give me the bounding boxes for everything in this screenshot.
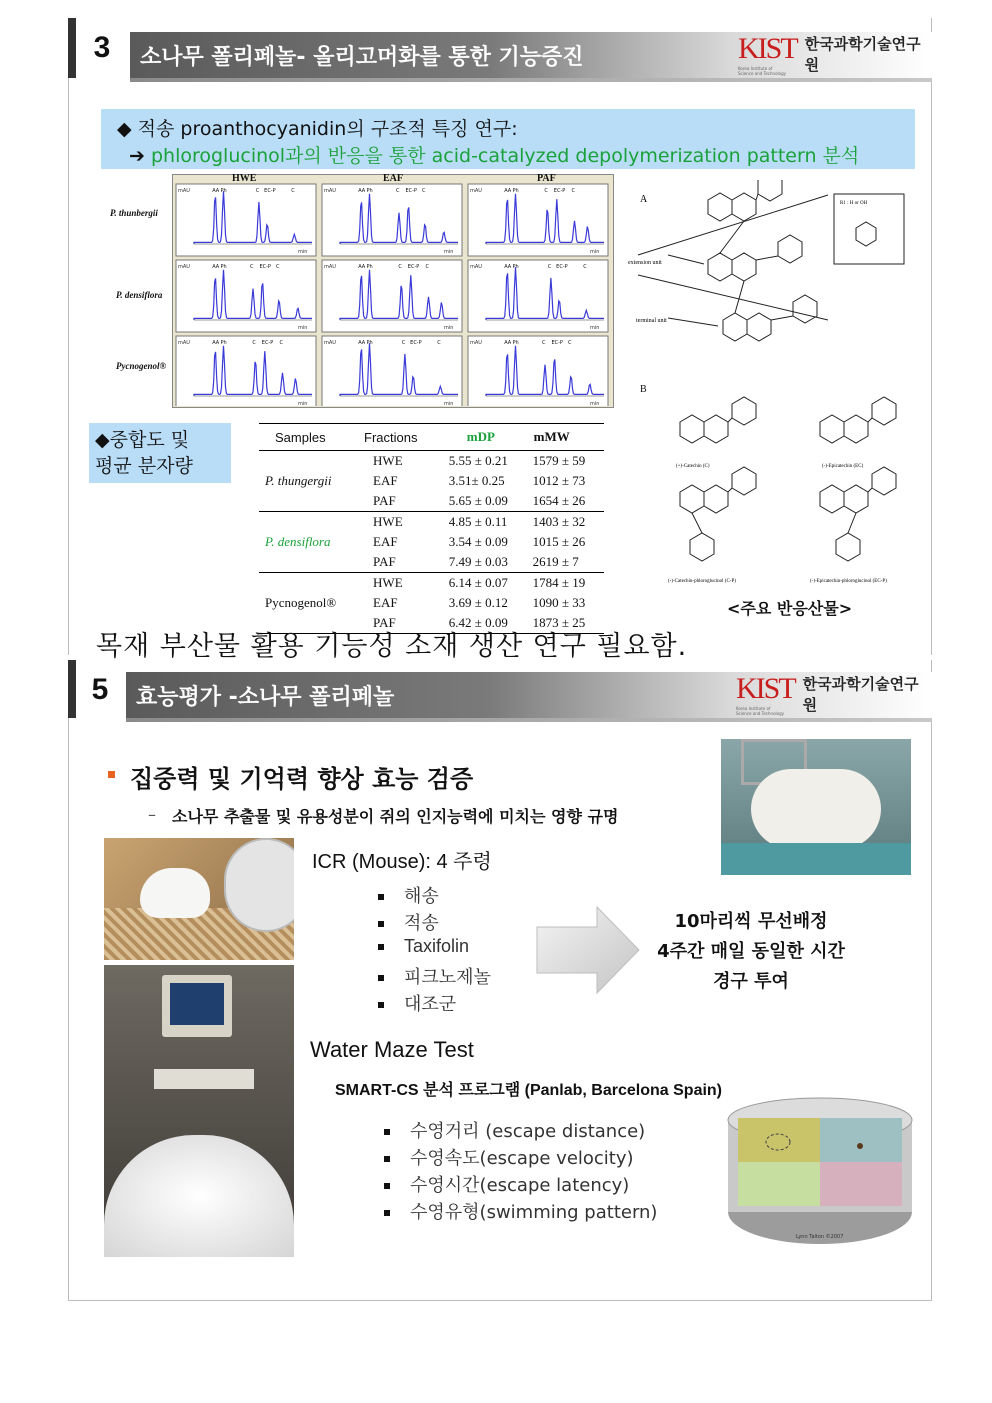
fraction-cell: PAF — [373, 554, 396, 569]
peak-label: AA — [212, 264, 220, 270]
list-item — [378, 909, 491, 936]
mmw-cell: 1015 ± 26 — [532, 534, 586, 549]
chromatogram-panel — [322, 260, 462, 332]
list-item-text: 수영유형(swimming pattern) — [410, 1202, 658, 1223]
sample-cell — [259, 491, 363, 512]
peak-label: C — [567, 340, 572, 346]
peak-label: C — [291, 188, 295, 194]
mouse-in-cage-photo — [104, 838, 294, 960]
dp-label-box — [89, 423, 231, 483]
peak-label: C — [542, 340, 546, 346]
sample-cell — [259, 451, 363, 472]
mmw-cell: 1012 ± 73 — [532, 473, 586, 488]
orange-bullet-icon — [108, 771, 115, 778]
mmw-cell: 1654 ± 26 — [532, 493, 586, 508]
list-item — [384, 1145, 657, 1172]
fraction-cell: PAF — [373, 493, 396, 508]
list-item — [384, 1199, 657, 1226]
peak-label: AA — [358, 264, 366, 270]
x-unit-label: min — [590, 401, 600, 406]
mdp-cell: 6.42 ± 0.09 — [448, 615, 508, 630]
kist-logo — [738, 32, 932, 76]
square-bullet-icon — [384, 1156, 390, 1162]
mmw-cell: 1873 ± 25 — [532, 615, 586, 630]
y-unit-label: mAU — [470, 340, 482, 346]
list-item — [378, 936, 491, 963]
peak-label: Ph — [366, 340, 373, 346]
water-bottle — [224, 838, 294, 932]
peak-label: C — [252, 340, 256, 346]
slide-title-text: 소나무 폴리페놀- 올리고머화를 통한 기능증진 — [140, 44, 584, 70]
structure-label-a: A — [640, 194, 648, 205]
y-unit-label: mAU — [178, 340, 190, 346]
dosing-line-2: 4주간 매일 동일한 시간 — [657, 941, 845, 962]
mdp-cell: 6.14 ± 0.07 — [448, 575, 508, 590]
arrow-icon: ➔ — [129, 145, 145, 167]
square-bullet-icon — [384, 1210, 390, 1216]
peak-label: AA — [212, 188, 220, 194]
kist-logo-sub1: Korea Institute of — [738, 66, 773, 71]
hplc-col-label-1: HWE — [232, 173, 257, 184]
peak-label: Ph — [366, 188, 373, 194]
conclusion-text: 목재 부산물 활용 기능성 소재 생산 연구 필요함. — [96, 631, 688, 662]
sample-cell: P. densiflora — [265, 534, 331, 549]
y-unit-label: mAU — [324, 188, 336, 194]
list-item-text: 적송 — [404, 913, 439, 933]
chromatogram-panel — [176, 260, 316, 332]
list-item-text: 해송 — [404, 886, 439, 906]
kist-logo-mark: KIST — [736, 672, 795, 705]
peak-label: EC-P — [407, 264, 420, 270]
hplc-chromatograms — [172, 182, 612, 406]
peak-label: Ph — [512, 188, 519, 194]
research-line-1: ◆ 적송 proanthocyanidin의 구조적 특징 연구: — [117, 118, 518, 140]
mmw-cell: 1090 ± 33 — [532, 595, 586, 610]
kist-logo — [736, 672, 932, 716]
kist-logo-name: 한국과학기술연구원 — [802, 675, 919, 714]
mdp-cell: 3.51± 0.25 — [448, 473, 505, 488]
x-unit-label: min — [444, 325, 454, 331]
fraction-cell: PAF — [373, 615, 396, 630]
x-unit-label: min — [298, 401, 308, 406]
peak-label: C — [396, 188, 400, 194]
mdp-cell: 7.49 ± 0.03 — [448, 554, 508, 569]
treatment-group-list — [378, 882, 491, 1017]
y-unit-label: mAU — [470, 188, 482, 194]
research-line-2-text: phloroglucinol과의 반응을 통한 acid-catalyzed depolymerization pattern 분석 — [150, 145, 860, 167]
peak-label: EC-P — [410, 340, 422, 346]
fraction-cell: HWE — [373, 453, 403, 468]
list-item-text: 수영거리 (escape distance) — [410, 1121, 646, 1142]
chromatogram-panel — [468, 260, 608, 332]
hplc-col-label-2: EAF — [383, 173, 403, 184]
peak-label: C — [583, 264, 587, 270]
mmw-cell: 2619 ± 7 — [532, 554, 579, 569]
mdp-cell: 5.55 ± 0.21 — [448, 453, 508, 468]
peak-label: EC-P — [553, 188, 566, 194]
sample-cell — [259, 552, 363, 573]
mmw-cell: 1403 ± 32 — [532, 514, 586, 529]
peak-label: EC-P — [259, 264, 271, 270]
header-mdp: mDP — [466, 429, 495, 444]
peak-label: C — [279, 340, 283, 346]
research-line-2 — [129, 141, 859, 168]
x-unit-label: min — [298, 249, 308, 255]
list-item-text: 피크노제놀 — [404, 967, 491, 987]
table-row — [259, 532, 604, 552]
header-mmw: mMW — [533, 429, 570, 444]
peak-label: C — [547, 264, 552, 270]
slide-5-header — [68, 660, 932, 726]
sub-dash: – — [148, 805, 156, 824]
y-unit-label: mAU — [178, 188, 190, 194]
mouse-surgery-photo — [721, 739, 911, 875]
peak-label: EC-P — [405, 188, 417, 194]
list-item-text: 수영속도(escape velocity) — [410, 1148, 634, 1169]
list-item — [378, 882, 491, 909]
hplc-row-label-2: P. densiflora — [116, 290, 163, 300]
peak-label: AA — [358, 340, 366, 346]
peak-label: C — [421, 188, 426, 194]
computer-setup-photo — [104, 965, 294, 1257]
compound-label-1: (+)-Catechin (C) — [676, 464, 710, 469]
slide-title-text: 효능평가 -소나무 폴리페놀 — [136, 684, 395, 710]
peak-label: Ph — [220, 264, 227, 270]
header-samples: Samples — [275, 429, 326, 445]
mmw-cell: 1579 ± 59 — [532, 453, 586, 468]
mmw-cell: 1784 ± 19 — [532, 575, 586, 590]
chromatogram-panel — [322, 184, 462, 256]
x-unit-label: min — [444, 249, 454, 255]
compound-label-4: (-)-Epicatechin-phloroglucinol (EC-P) — [810, 579, 887, 584]
peak-label: EC-P — [556, 264, 568, 270]
peak-label: C — [275, 264, 280, 270]
peak-label: AA — [504, 264, 512, 270]
surgical-drape — [721, 843, 911, 875]
table-header-row — [259, 424, 604, 451]
fraction-cell: HWE — [373, 514, 403, 529]
table-row — [259, 552, 604, 573]
compound-label-3: (-)-Catechin-phloroglucinol (C-P) — [668, 579, 736, 584]
peak-label: C — [437, 340, 441, 346]
square-bullet-icon — [378, 1002, 384, 1008]
peak-label: C — [255, 188, 260, 194]
mdp-cell: 5.65 ± 0.09 — [448, 493, 508, 508]
efficacy-heading: 집중력 및 기억력 향상 효능 검증 — [130, 765, 474, 793]
sample-cell: P. thungergii — [265, 473, 332, 488]
chromatogram-panel — [322, 336, 462, 406]
maze-credit: Lynn Talton ©2007 — [796, 1234, 844, 1240]
header-fractions: Fractions — [364, 429, 418, 445]
fraction-cell: EAF — [373, 534, 398, 549]
chromatogram-panel — [468, 184, 608, 256]
chromatogram-panel — [176, 336, 316, 406]
mdp-table — [259, 423, 604, 634]
peak-label: Ph — [220, 340, 227, 346]
slide-number: 5 — [91, 673, 109, 706]
square-bullet-icon — [384, 1183, 390, 1189]
icr-mouse-label: ICR (Mouse): 4 주령 — [312, 851, 492, 873]
square-bullet-icon — [378, 921, 384, 927]
x-unit-label: min — [444, 401, 454, 406]
kist-logo-sub1: Korea Institute of — [736, 706, 771, 711]
kist-logo-sub2: Science and Technology — [738, 71, 786, 76]
sample-cell — [259, 573, 363, 594]
fraction-cell: EAF — [373, 595, 398, 610]
peak-label: EC-P — [551, 340, 563, 346]
list-item — [378, 990, 491, 1017]
hplc-row-label-1: P. thunbergii — [110, 208, 158, 218]
peak-label: Ph — [366, 264, 373, 270]
header-accent-bar — [68, 18, 76, 78]
list-item-text: Taxifolin — [404, 936, 470, 956]
keyboard — [154, 1069, 254, 1089]
y-unit-label: mAU — [324, 340, 336, 346]
peak-label: C — [544, 188, 548, 194]
list-item — [384, 1118, 657, 1145]
chromatogram-panel — [176, 184, 316, 256]
peak-label: C — [401, 340, 406, 346]
measure-list — [384, 1118, 657, 1226]
list-item-text: 수영시간(escape latency) — [410, 1175, 630, 1196]
peak-label: Ph — [220, 188, 227, 194]
table-row — [259, 573, 604, 594]
dp-label-line-1: ◆중합도 및 — [95, 429, 190, 451]
slide-number: 3 — [93, 31, 111, 64]
y-unit-label: mAU — [324, 264, 336, 270]
fraction-cell: EAF — [373, 473, 398, 488]
header-underline — [126, 718, 932, 722]
right-arrow-icon — [535, 905, 645, 995]
research-topic-box — [101, 109, 915, 169]
swimming-mouse-icon — [857, 1143, 863, 1149]
list-item — [384, 1172, 657, 1199]
square-bullet-icon — [378, 894, 384, 900]
extension-unit-label: extension unit — [628, 260, 662, 266]
square-bullet-icon — [378, 944, 384, 950]
water-maze-diagram — [720, 1090, 920, 1250]
table-row — [259, 451, 604, 472]
software-label: SMART-CS 분석 프로그램 (Panlab, Barcelona Spain) — [335, 1082, 723, 1099]
dosing-line-1: 10마리씩 무선배정 — [674, 911, 828, 932]
x-unit-label: min — [590, 325, 600, 331]
fraction-cell: HWE — [373, 575, 403, 590]
peak-label: C — [571, 188, 575, 194]
peak-label: AA — [358, 188, 366, 194]
dosing-info — [640, 907, 862, 997]
r-box-label: R1 : H or OH — [840, 201, 868, 206]
proanthocyanidin-structure-diagram — [628, 180, 914, 380]
list-item-text: 대조군 — [404, 994, 457, 1014]
peak-label: C — [425, 264, 429, 270]
mdp-cell: 3.54 ± 0.09 — [448, 534, 508, 549]
terminal-unit-label: terminal unit — [636, 318, 667, 324]
y-unit-label: mAU — [178, 264, 190, 270]
surgery-mouse — [751, 769, 881, 849]
peak-label: EC-P — [261, 340, 274, 346]
mdp-cell: 3.69 ± 0.12 — [448, 595, 508, 610]
peak-label: Ph — [512, 264, 519, 270]
maze-quadrants — [738, 1118, 902, 1206]
hplc-row-label-3: Pycnogenol® — [116, 361, 167, 371]
kist-logo-mark: KIST — [738, 32, 797, 65]
list-item — [378, 963, 491, 990]
peak-label: AA — [212, 340, 220, 346]
water-maze-label: Water Maze Test — [310, 1037, 474, 1062]
peak-label: C — [250, 264, 254, 270]
products-caption: <주요 반응산물> — [727, 599, 853, 618]
header-accent-bar — [68, 660, 76, 718]
water-pool — [104, 1135, 294, 1257]
kist-logo-sub2: Science and Technology — [736, 711, 784, 716]
reaction-products-diagram — [650, 392, 920, 592]
sample-cell — [259, 512, 363, 533]
chromatogram-panel — [468, 336, 608, 406]
table-row — [259, 512, 604, 533]
kist-logo-name: 한국과학기술연구원 — [804, 35, 921, 74]
peak-label: AA — [504, 188, 512, 194]
table-row — [259, 491, 604, 512]
square-bullet-icon — [384, 1129, 390, 1135]
dp-label-line-2: 평균 분자량 — [95, 455, 193, 477]
dosing-line-3: 경구 투여 — [713, 971, 789, 992]
peak-label: Ph — [512, 340, 519, 346]
structure-label-b: B — [640, 384, 647, 395]
compound-label-2: (-)-Epicatechin (EC) — [822, 464, 864, 469]
white-mouse — [140, 868, 210, 918]
monitor-screen — [170, 983, 224, 1025]
peak-label: C — [398, 264, 402, 270]
table-row — [259, 471, 604, 491]
sample-cell: Pycnogenol® — [265, 595, 337, 610]
peak-label: AA — [504, 340, 512, 346]
mdp-cell: 4.85 ± 0.11 — [448, 514, 508, 529]
hplc-col-label-3: PAF — [537, 173, 556, 184]
header-underline — [130, 78, 932, 82]
slide-3-header — [68, 18, 932, 84]
x-unit-label: min — [298, 325, 308, 331]
x-unit-label: min — [590, 249, 600, 255]
y-unit-label: mAU — [470, 264, 482, 270]
table-row — [259, 593, 604, 613]
square-bullet-icon — [378, 975, 384, 981]
peak-label: EC-P — [264, 188, 276, 194]
efficacy-subheading: 소나무 추출물 및 유용성분이 쥐의 인지능력에 미치는 영향 규명 — [172, 807, 619, 826]
